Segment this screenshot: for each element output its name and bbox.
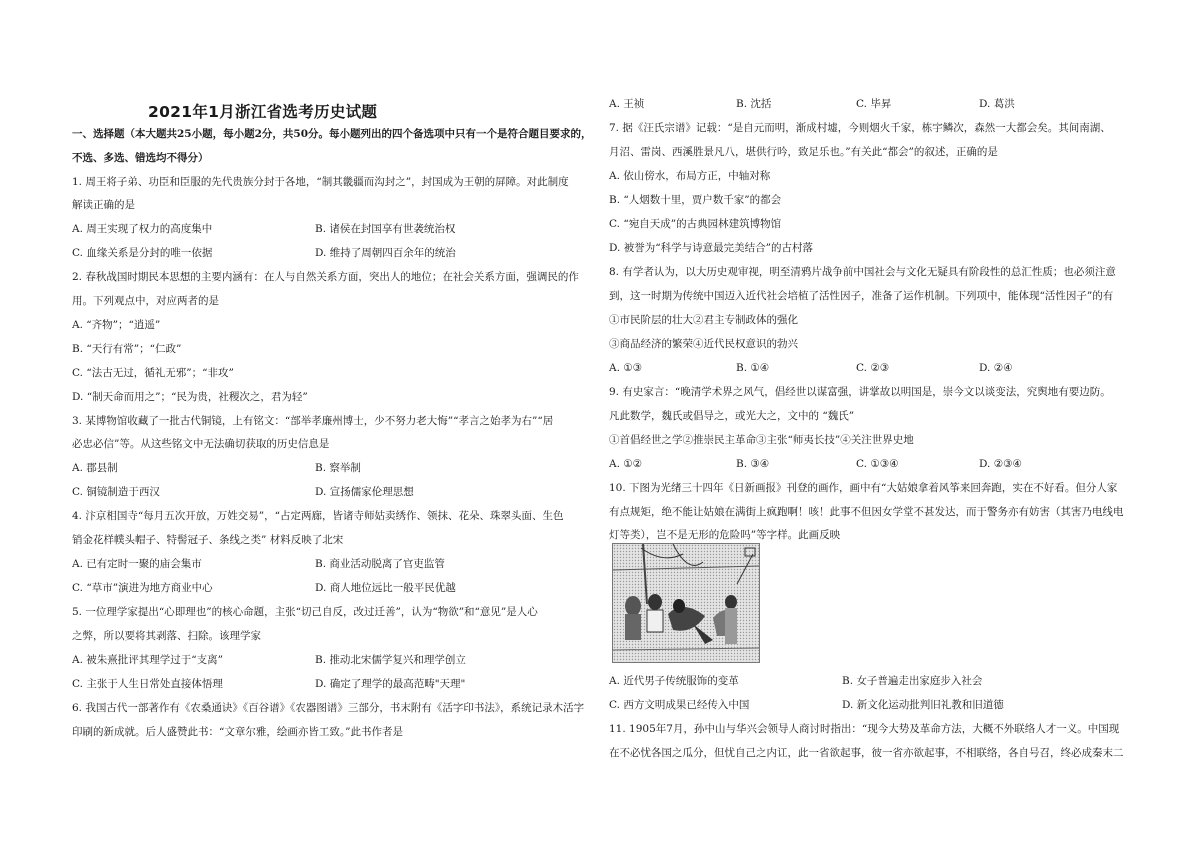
text-line-q10D: D. 新文化运动批判旧礼教和旧道德 xyxy=(842,699,1004,711)
text-line-q8A: A. ①③ xyxy=(609,362,643,374)
text-line-q10b: 有点规矩，绝不能让姑娘在满街上疯跑啊！咳！此事不但因女学堂不甚发达，而于警务亦有妨害（其害乃电线电 xyxy=(609,506,1124,518)
text-line-q11b: 在不必忧各国之瓜分，但忧自己之内讧，此一省欲起事，彼一省亦欲起事，不相联络，各自号召，终必成秦末二 xyxy=(609,747,1124,759)
text-line-q9c: ①首倡经世之学②推崇民主革命③主张“师夷长技”④关注世界史地 xyxy=(609,434,914,446)
text-line-q8a: 8. 有学者认为，以大历史观审视，明至清鸦片战争前中国社会与文化无疑具有阶段性的总汇性质；也必须注意 xyxy=(609,266,1116,278)
text-line-q8d: ③商品经济的繁荣④近代民权意识的勃兴 xyxy=(609,338,798,350)
text-line-q7b: 月沼、雷岗、西溪胜景凡八，堪供行吟，致足乐也。”有关此“都会”的叙述，正确的是 xyxy=(609,146,998,158)
text-line-q5D: D. 确定了理学的最高范畴"天理" xyxy=(315,678,466,690)
text-line-q3b: 必忠必信”等。从这些铭文中无法确切获取的历史信息是 xyxy=(72,438,330,450)
text-line-q2C: C. “法古无过，循礼无邪”；“非攻” xyxy=(72,367,234,379)
text-line-q2D: D. “制天命而用之”；“民为贵，社稷次之，君为轻” xyxy=(72,391,308,403)
text-line-q8D: D. ②④ xyxy=(979,362,1013,374)
text-line-q6C: C. 毕昇 xyxy=(856,98,892,110)
text-line-q2a: 2. 春秋战国时期民本思想的主要内涵有：在人与自然关系方面，突出人的地位；在社会关系方面，强调民的作 xyxy=(72,271,579,283)
text-line-q10C: C. 西方文明成果已经传入中国 xyxy=(609,699,750,711)
text-line-q3C: C. 铜镜制造于西汉 xyxy=(72,486,160,498)
text-line-q7D: D. 被誉为“科学与诗意最完美结合”的古村落 xyxy=(609,242,813,254)
text-line-q8b: 到，这一时期为传统中国迈入近代社会培植了活性因子，准备了运作机制。下列项中，能体现“活性因子”的有 xyxy=(609,290,1114,302)
text-line-q6D: D. 葛洪 xyxy=(979,98,1015,110)
text-line-q10a: 10. 下图为光绪三十四年《日新画报》刊登的画作，画中有“大姑娘拿着风筝来回奔跑，实在不好看。但分人家 xyxy=(609,482,1118,494)
text-line-q9A: A. ①② xyxy=(609,458,643,470)
text-line-q2B: B. “天行有常”；“仁政” xyxy=(72,343,182,355)
text-line-sec1: 一、选择题（本大题共25小题，每小题2分，共50分。每小题列出的四个备选项中只有一个是符合题目要求的， xyxy=(72,128,592,140)
text-line-q1b: 解读正确的是 xyxy=(72,199,135,211)
newspaper-illustration-icon xyxy=(612,543,760,663)
text-line-q9b: 凡此数学，魏氏或倡导之，或光大之，文中的 “魏氏” xyxy=(609,410,855,422)
text-line-q1a: 1. 周王将子弟、功臣和臣服的先代贵族分封于各地，“制其畿疆而沟封之”，封国成为王朝的屏障。对此制度 xyxy=(72,176,569,188)
text-line-q5C: C. 主张于人生日常处直接体悟理 xyxy=(72,678,223,690)
text-line-q5b: 之弊，所以要将其剥落、扫除。该理学家 xyxy=(72,630,261,642)
text-line-q10A: A. 近代男子传统服饰的变革 xyxy=(609,675,739,687)
text-line-q8C: C. ②③ xyxy=(856,362,890,374)
text-line-q6a: 6. 我国古代一部著作有《农桑通诀》《百谷谱》《农器图谱》三部分，书末附有《活字印书法》，系统记录木活字 xyxy=(72,702,585,714)
text-line-q10B: B. 女子普遍走出家庭步入社会 xyxy=(842,675,983,687)
text-line-q6B: B. 沈括 xyxy=(736,98,772,110)
text-line-q8c: ①市民阶层的壮大②君主专制政体的强化 xyxy=(609,314,798,326)
text-line-q9D: D. ②③④ xyxy=(979,458,1022,470)
text-line-q6b: 印刷的新成就。后人盛赞此书：“文章尔雅，绘画亦皆工致。”此书作者是 xyxy=(72,726,403,738)
text-line-q3D: D. 宣扬儒家伦理思想 xyxy=(315,486,414,498)
text-line-q7A: A. 依山傍水，布局方正，中轴对称 xyxy=(609,170,771,182)
text-line-q9a: 9. 有史家言：“晚清学术界之风气，倡经世以谋富强，讲掌故以明国是，崇今文以谈变法，究舆地有要边防。 xyxy=(609,386,1111,398)
page-title: 2021年1月浙江省选考历史试题 xyxy=(148,103,378,121)
text-line-q9B: B. ③④ xyxy=(736,458,770,470)
text-line-q7B: B. “人烟数十里，贾户数千家”的都会 xyxy=(609,194,782,206)
text-line-q7C: C. “宛自天成”的古典园林建筑博物馆 xyxy=(609,218,782,230)
text-line-q5A: A. 被朱熹批评其理学过于“支离” xyxy=(72,654,223,666)
text-line-q10c: 灯等类），岂不是无形的危险吗”等字样。此画反映 xyxy=(609,529,841,541)
text-line-q4b: 销金花样幞头帽子、特髻冠子、条线之类” 材料反映了北宋 xyxy=(72,534,344,546)
text-line-q5a: 5. 一位理学家提出“心即理也”的核心命题，主张“切己自反，改过迁善”，认为“物欲”和“意见”是人心 xyxy=(72,606,538,618)
text-line-q5B: B. 推动北宋儒学复兴和理学创立 xyxy=(315,654,466,666)
text-line-q1A: A. 周王实现了权力的高度集中 xyxy=(72,223,213,235)
text-line-q1C: C. 血缘关系是分封的唯一依据 xyxy=(72,247,213,259)
text-line-q3B: B. 察举制 xyxy=(315,462,361,474)
text-line-q4A: A. 已有定时一聚的庙会集市 xyxy=(72,558,202,570)
text-line-sec2: 不选、多选、错选均不得分） xyxy=(72,152,209,164)
text-line-q4B: B. 商业活动脱离了官吏监管 xyxy=(315,558,445,570)
text-line-q4C: C. “草市”演进为地方商业中心 xyxy=(72,582,213,594)
text-line-q4D: D. 商人地位远比一般平民优越 xyxy=(315,582,456,594)
text-line-q1B: B. 诸侯在封国享有世袭统治权 xyxy=(315,223,456,235)
text-line-q2A: A. “齐物”；“逍遥” xyxy=(72,319,161,331)
text-line-q6A: A. 王祯 xyxy=(609,98,645,110)
text-line-q9C: C. ①③④ xyxy=(856,458,899,470)
text-line-q8B: B. ①④ xyxy=(736,362,770,374)
text-line-q4a: 4. 汴京相国寺“每月五次开放，万姓交易”，“占定两廊，皆诸寺师姑卖绣作、领抹、花朵、珠翠头面、生色 xyxy=(72,510,564,522)
text-line-q3A: A. 郡县制 xyxy=(72,462,118,474)
text-line-q2b: 用。下列观点中，对应两者的是 xyxy=(72,295,219,307)
text-line-q11a: 11. 1905年7月，孙中山与华兴会领导人商讨时指出：“现今大势及革命方法，大概不外联络人才一义。中国现 xyxy=(609,723,1120,735)
text-line-q1D: D. 维持了周朝四百余年的统治 xyxy=(315,247,456,259)
text-line-q7a: 7. 据《汪氏宗谱》记载：“是自元而明，渐成村墟，今则烟火千家，栋宇鳞次，森然一大都会矣。其间南湖、 xyxy=(609,122,1111,134)
text-line-q3a: 3. 某博物馆收藏了一批古代铜镜，上有铭文：“部举孝廉州博士，少不努力老大悔”“孝言之始孝为右”“居 xyxy=(72,415,554,427)
